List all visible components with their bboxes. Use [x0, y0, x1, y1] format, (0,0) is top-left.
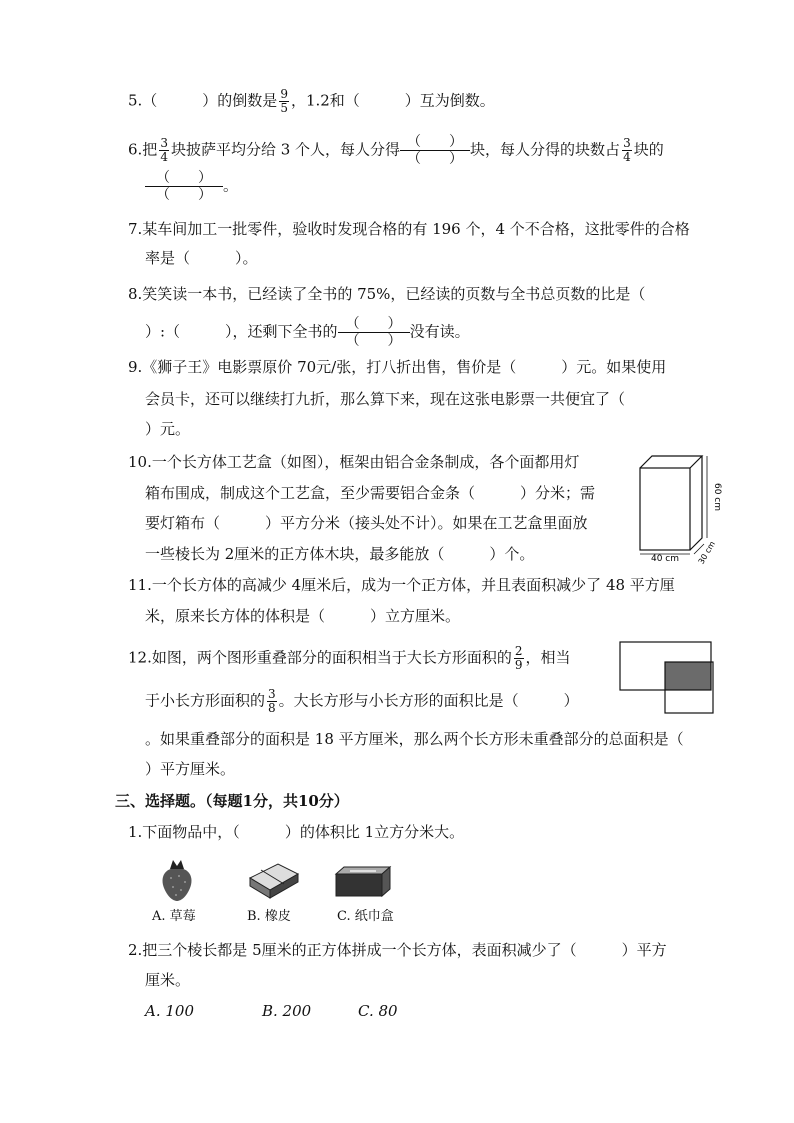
option-b[interactable]: B. 200 [262, 1002, 312, 1020]
option-b-eraser[interactable]: B. 橡皮 [247, 909, 291, 924]
fraction: $\frac{3}{8}$ [268, 687, 276, 715]
choice-question-1: 1.下面物品中，（ ）的体积比 1立方分米大。 [128, 823, 465, 841]
question-9-line-3: ）元。 [145, 420, 191, 438]
question-6: 6.把 $\frac{3}{4}$ 块披萨平均分给 3 个人，每人分得 （ ） （ ） 块，每人分得的块数占 $\frac{3}{4}$ 块的 [128, 134, 664, 167]
option-a-strawberry[interactable]: A. 草莓 [152, 909, 196, 924]
tissue-box-icon [332, 864, 392, 900]
question-5: 5.（ ）的倒数是 $\frac{9}{5}$ ，1.2和（ ）互为倒数。 [128, 87, 495, 115]
option-c[interactable]: C. 80 [358, 1002, 398, 1020]
fraction: $\frac{3}{4}$ [160, 136, 168, 164]
question-12: 12.如图，两个图形重叠部分的面积相当于大长方形面积的 $\frac{2}{9}$ ，相当 [128, 644, 571, 672]
question-9: 9.《狮子王》电影票原价 70元/张，打八折出售，售价是（ ）元。如果使用 [128, 358, 667, 376]
question-8-line-2: ）:（ ），还剩下全书的 （ ） （ ） 没有读。 [145, 316, 470, 349]
question-10-line-4: 一些棱长为 2厘米的正方体木块，最多能放（ ）个。 [145, 545, 535, 563]
question-10-line-3: 要灯箱布（ ）平方分米（接头处不计）。如果在工艺盒里面放 [145, 514, 588, 532]
choice-question-2: 2.把三个棱长都是 5厘米的正方体拼成一个长方体，表面积减少了（ ）平方 [128, 941, 667, 959]
dim-depth-label: 30 cm [696, 539, 717, 566]
overlap-region [665, 662, 711, 690]
blank-fraction: （ ） （ ） [338, 316, 410, 349]
question-10-line-2: 箱布围成，制成这个工艺盒，至少需要铝合金条（ ）分米；需 [145, 484, 596, 502]
cuboid-figure [632, 450, 722, 566]
fraction: $\frac{2}{9}$ [514, 644, 523, 672]
question-10: 10.一个长方体工艺盒（如图），框架由铝合金条制成，各个面都用灯 [128, 453, 580, 471]
question-12-line-4: ）平方厘米。 [145, 760, 236, 778]
choice-question-2-line-2: 厘米。 [145, 971, 191, 989]
dim-width-label: 40 cm [650, 554, 680, 564]
eraser-icon [244, 860, 302, 900]
fraction: $\frac{9}{5}$ [280, 87, 288, 115]
question-8: 8.笑笑读一本书，已经读了全书的 75%，已经读的页数与全书总页数的比是（ [128, 285, 646, 303]
option-c-tissue-box[interactable]: C. 纸巾盒 [337, 909, 394, 924]
question-6-line-2: （ ） （ ） 。 [145, 170, 238, 203]
question-9-line-2: 会员卡，还可以继续打九折，那么算下来，现在这张电影票一共便宜了（ [145, 390, 626, 408]
dim-height-label: 60 cm [712, 482, 722, 512]
question-7-line-2: 率是（ ）。 [145, 249, 258, 267]
question-11: 11.一个长方体的高减少 4厘米后，成为一个正方体，并且表面积减少了 48 平方厘 [128, 576, 675, 594]
question-12-line-2: 于小长方形面积的 $\frac{3}{8}$ 。大长方形与小长方形的面积比是（ ） [145, 687, 579, 715]
strawberry-icon [158, 858, 196, 902]
blank-fraction: （ ） （ ） [400, 134, 470, 167]
fraction: $\frac{3}{4}$ [623, 136, 631, 164]
question-11-line-2: 米，原来长方体的体积是（ ）立方厘米。 [145, 607, 461, 625]
question-12-line-3: 。如果重叠部分的面积是 18 平方厘米，那么两个长方形未重叠部分的总面积是（ [145, 730, 684, 748]
option-a[interactable]: A. 100 [145, 1002, 194, 1020]
section-title: 三、选择题。（每题1分，共10分） [115, 792, 349, 810]
overlap-rectangles-figure [618, 640, 718, 716]
blank-fraction: （ ） （ ） [145, 170, 223, 203]
question-7: 7.某车间加工一批零件，验收时发现合格的有 196 个，4 个不合格，这批零件的合格 [128, 220, 690, 238]
